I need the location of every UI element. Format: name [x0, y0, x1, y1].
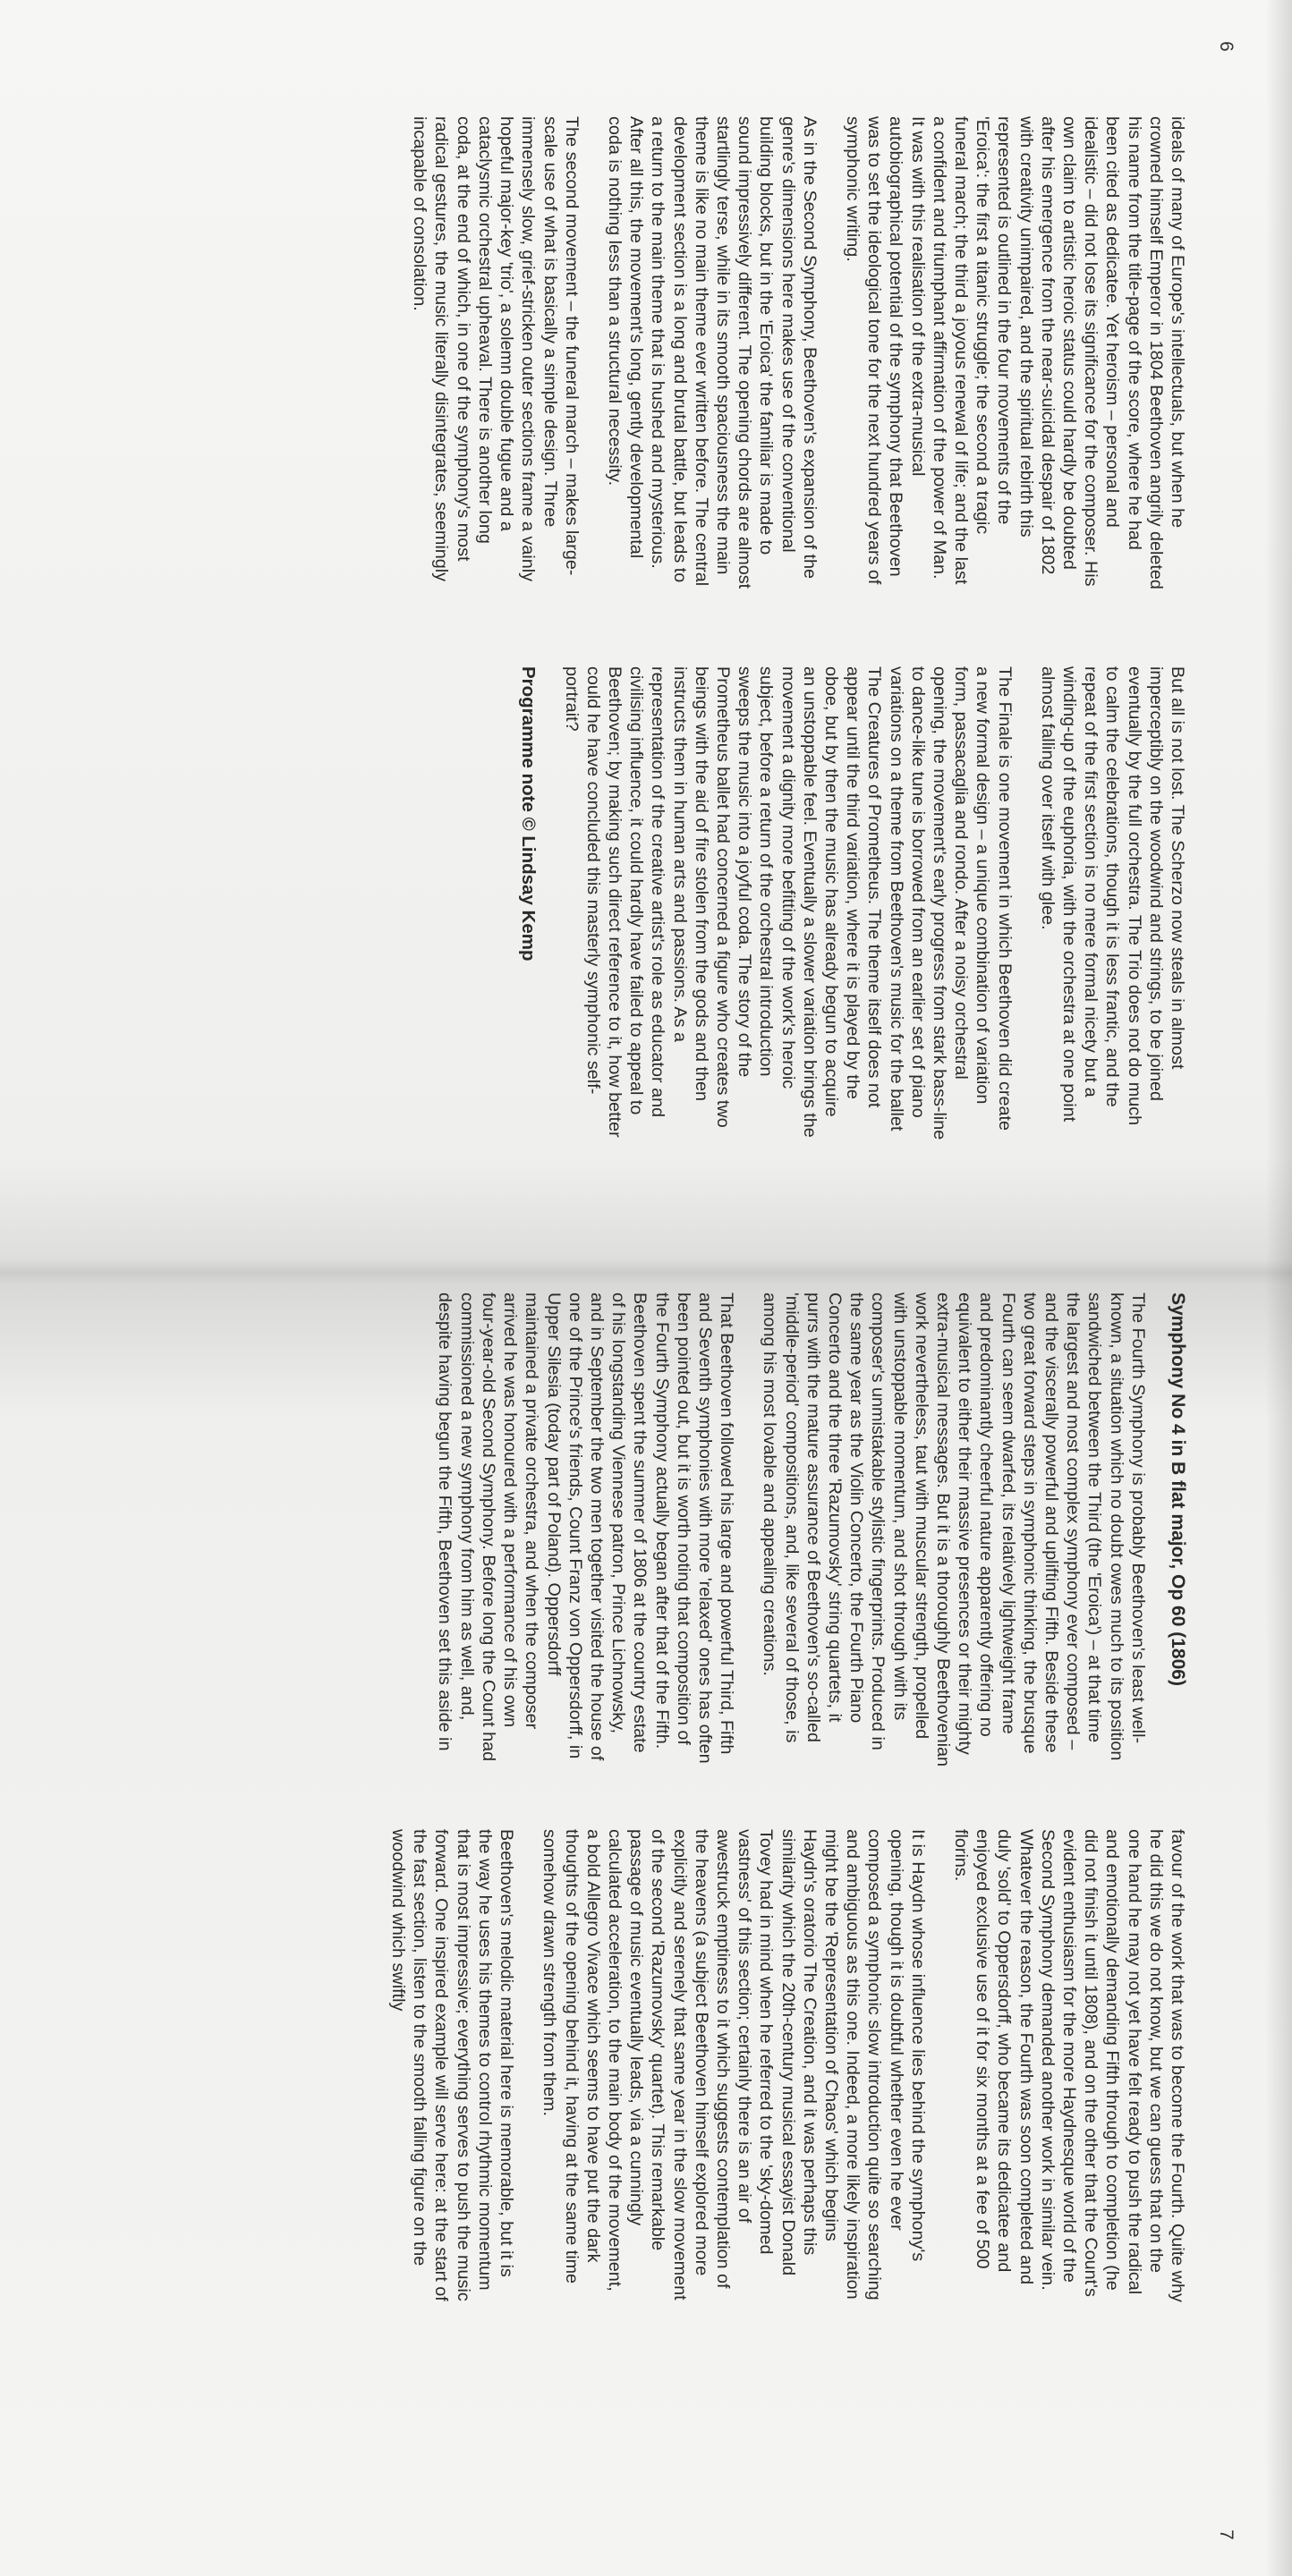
- paragraph: Beethoven's melodic material here is memorable, but it is the way he uses his themes to control rhythmic momentum that is most impressive; everything serves to push the music forward. One inspired example will serve here: at the start of the fast section, listen to the smooth falling figure on the woodwind which swiftly: [388, 1829, 517, 2301]
- section-heading: Symphony No 4 in B flat major, Op 60 (1806): [1168, 1292, 1188, 1686]
- page-number-right: 7: [1216, 2529, 1237, 2540]
- paragraph: The Fourth Symphony is probably Beethoven's least well-known, a situation which no doubt owes much to its position sandwiched between the Third (the 'Eroica') – at that time the largest and most complex symphony ever composed – and the viscerally powerful and uplifting Fifth. Beside these two great forward steps in symphonic thinking, the brusque Fourth can seem dwarfed, its relatively lightweight frame and predominantly cheerful nature apparently offering no equivalent to either their massive presences or their mighty extra-musical messages. But it is a thoroughly Beethovenian work nevertheless, taut with muscular strength, propelled with unstoppable momentum, and shot through with its composer's unmistakable stylistic fingerprints. Produced in the same year as the Violin Concerto, the Fourth Piano Concerto and the three 'Razumovsky' string quartets, it purrs with the mature assurance of Beethoven's so-called 'middle-period' compositions, and, like several of those, is among his most lovable and appealing creations.: [760, 1292, 1148, 1767]
- page-number-left: 6: [1216, 41, 1237, 52]
- programme-note-credit: Programme note © Lindsay Kemp: [518, 666, 540, 962]
- paragraph: That Beethoven followed his large and powerful Third, Fifth and Seventh symphonies with more 'relaxed' ones has often been pointed out, but it is worth noting that composition of the Fourth Symphony actually began after that of the Fifth. Beethoven spent the summer of 1806 at the country estate of his longstanding Viennese patron, Prince Lichnowsky, and in September the two men together visited the house of one of the Prince's friends, Count Franz von Oppersdorff, in Upper Silesia (today part of Poland). Oppersdorff maintained a private orchestra, and when the composer arrived he was honoured with a performance of his own four-year-old Second Symphony. Before long the Count had commissioned a new symphony from him as well, and, despite having begun the Fifth, Beethoven set this aside in: [435, 1292, 737, 1764]
- left-page-column-1: [387, 116, 1188, 590]
- left-page-column-2: [517, 666, 1188, 1140]
- paragraph: As in the Second Symphony, Beethoven's expansion of the genre's dimensions here makes use of the conventional building blocks, but in the 'Eroica' the familiar is made to sound impressively different. The opening chords are almost startlingly terse, while in its smooth spaciousness the main theme is like no main theme ever written before. The central development section is a long and brutal battle, but leads to a return to the main theme that is hushed and mysterious. After all this, the movement's long, gently developmental coda is nothing less than a structural necessity.: [604, 116, 820, 589]
- right-page-column-1: [412, 1292, 1188, 1767]
- right-page-column-2: [366, 1829, 1188, 2303]
- paragraph: ideals of many of Europe's intellectuals, but when he crowned himself Emperor in 1804 Beethoven angrily deleted his name from the title-page of the score, where he had been cited as dedicatee. Yet heroism – personal and idealistic – did not lose its significance for the composer. His own claim to artistic heroic status could hardly be doubted after his emergence from the near-suicidal despair of 1802 with creativity unimpaired, and the spiritual rebirth this represented is outlined in the four movements of the 'Eroica': the first a titanic struggle; the second a tragic funeral march; the third a joyous renewal of life; and the last a confident and triumphant affirmation of the power of Man. It was with this realisation of the extra-musical autobiographical potential of the symphony that Beethoven was to set the ideological tone for the next hundred years of symphonic writing.: [842, 116, 1187, 589]
- right-page-column-1-body: [434, 1292, 1149, 1767]
- paragraph: It is Haydn whose influence lies behind the symphony's opening, though it is doubtful whether even he ever composed a symphonic slow introduction quite so searching and ambiguous as this one. Indeed, a more likely inspiration might be the 'Representation of Chaos' which begins Haydn's oratorio The Creation, and it was perhaps this similarity which the 20th-century musical essayist Donald Tovey had in mind when he referred to the 'sky-domed vastness' of this section; certainly there is an air of awestruck emptiness to it which suggests contemplation of the heavens (a subject Beethoven himself explored more explicitly and serenely that same year in the slow movement of the second 'Razumovsky' quartet). This remarkable passage of music eventually leads, via a cunningly calculated acceleration, to the main body of the movement, a bold Allegro Vivace which seems to have put the dark thoughts of the opening behind it, having at the same time somehow drawn strength from them.: [540, 1829, 928, 2301]
- paragraph: The Finale is one movement in which Beethoven did create a new formal design – a unique combination of variation form, passacaglia and rondo. After a noisy orchestral opening, the movement's early progress from stark bass-line to dance-like tune is borrowed from an earlier set of piano variations on a theme from Beethoven's music for the ballet The Creatures of Prometheus. The theme itself does not appear until the third variation, where it is played by the oboe, but by then the music has already begun to acquire an unstoppable feel. Eventually a slower variation brings the movement a dignity more befitting of the work's heroic subject, before a return of the orchestral introduction sweeps the music into a joyful coda. The story of the Prometheus ballet had concerned a figure who creates two beings with the aid of fire stolen from the gods and then instructs them in human arts and passions. As a representation of the creative artist's role as educator and civilising influence, it could hardly have failed to appeal to Beethoven; by making such direct reference to it, how better could he have concluded this masterly symphonic self-portrait?: [561, 666, 1015, 1140]
- paragraph: favour of the work that was to become the Fourth. Quite why he did this we do not know, but we can guess that on the one hand he may not yet have felt ready to push the radical and emotionally demanding Fifth through to completion (he did not finish it until 1808), and on the other that the Count's evident enthusiasm for the more Haydnesque world of the Second Symphony demanded another work in similar vein. Whatever the reason, the Fourth was soon completed and duly 'sold' to Oppersdorff, who became its dedicatee and enjoyed exclusive use of it for six months at a fee of 500 florins.: [950, 1829, 1187, 2302]
- paragraph: The second movement – the funeral march – makes large-scale use of what is basically a simple design. Three immensely slow, grief-stricken outer sections frame a vainly hopeful major-key 'trio', a solemn double fugue and a cataclysmic orchestral upheaval. There is another long coda, at the end of which, in one of the symphony's most radical gestures, the music literally disintegrates, seemingly incapable of consolation.: [410, 116, 582, 582]
- paragraph: But all is not lost. The Scherzo now steals in almost imperceptibly on the woodwind and strings, to be joined eventually by the full orchestra. The Trio does not do much to calm the celebrations, though it is less frantic, and the repeat of the first section is no mere formal nicety but a winding-up of the euphoria, with the orchestra at one point almost falling over itself with glee.: [1037, 666, 1187, 1126]
